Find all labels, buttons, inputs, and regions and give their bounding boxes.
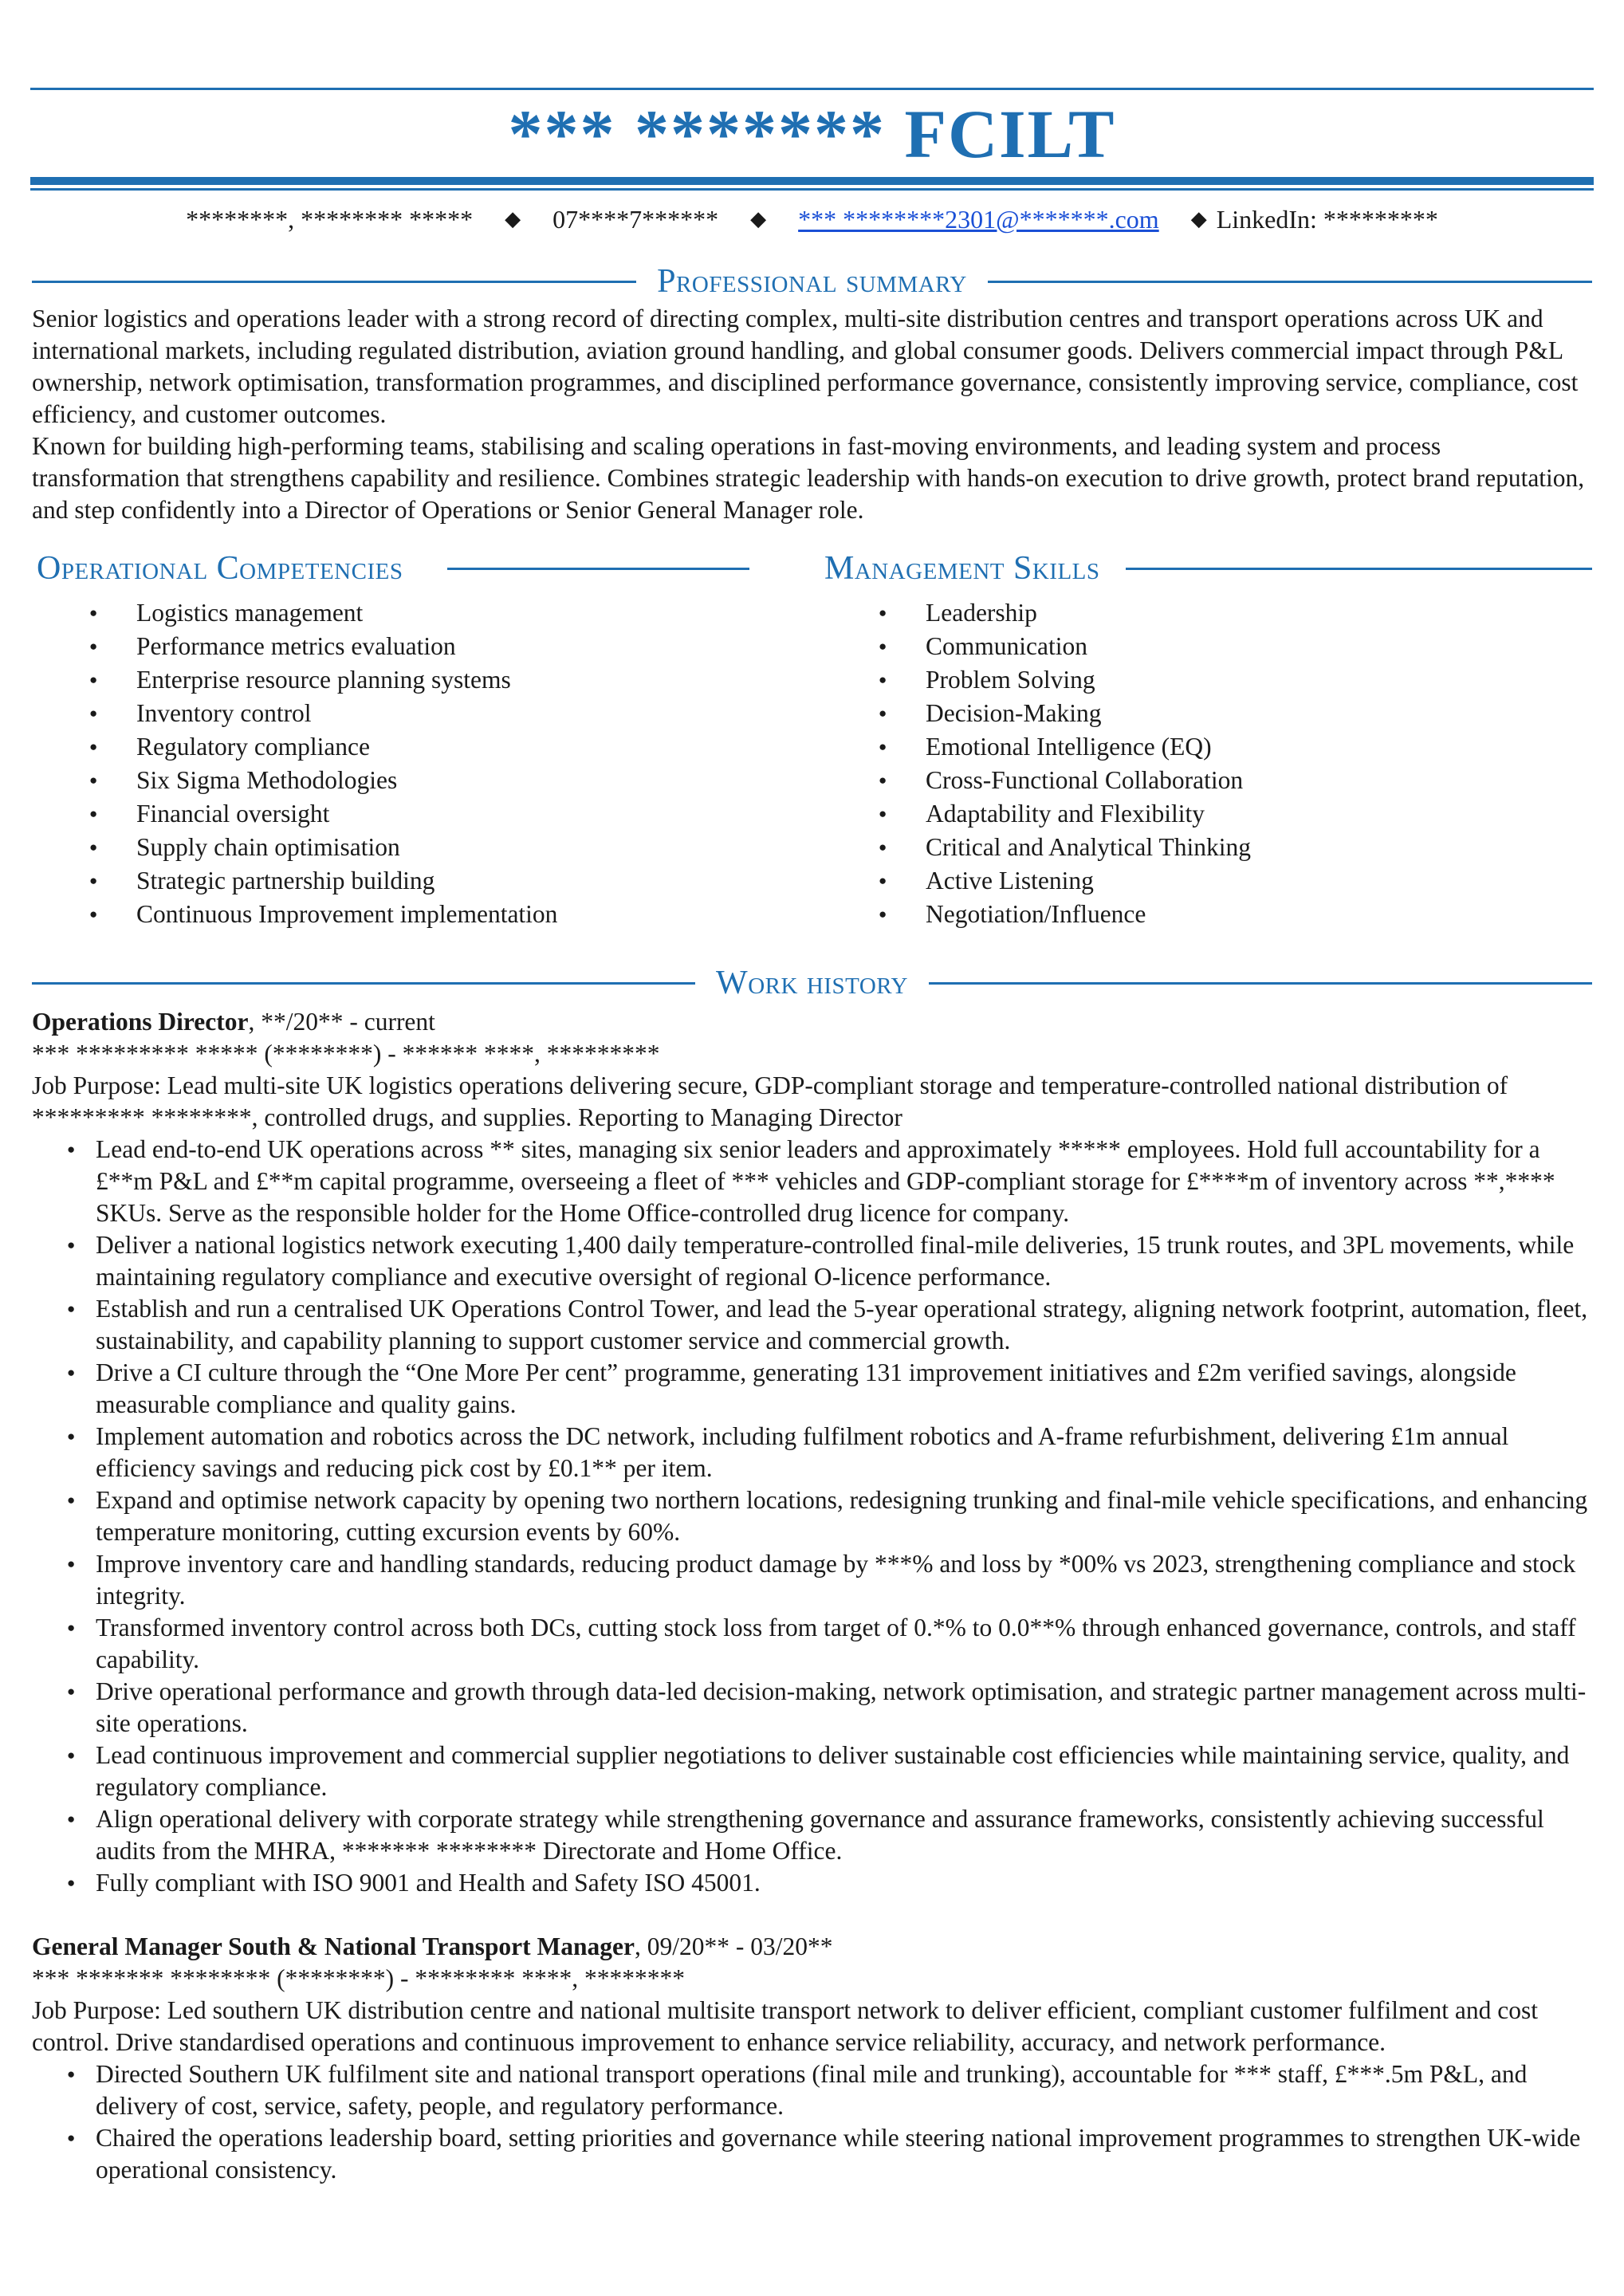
summary-heading: Professional summary bbox=[657, 263, 967, 300]
job-role: General Manager South & National Transport Manager bbox=[32, 1932, 635, 1960]
list-item: ● Problem Solving bbox=[821, 663, 1251, 697]
list-item: ● Communication bbox=[821, 630, 1251, 663]
list-item: ● Transformed inventory control across both DCs, cutting stock loss from target of 0.*% to 0.0**% through enhanced governance, controls, and staff capability. bbox=[32, 1612, 1592, 1676]
summary-heading-row bbox=[32, 261, 1592, 301]
list-item: ● Regulatory compliance bbox=[32, 730, 557, 764]
job-title-line bbox=[32, 1006, 1592, 1038]
divider bbox=[1126, 568, 1592, 570]
competencies-list bbox=[32, 596, 557, 931]
job-dates: , **/20** - current bbox=[248, 1008, 435, 1036]
list-item: ● Leadership bbox=[821, 596, 1251, 630]
header-top-rule bbox=[30, 88, 1594, 90]
list-item: ● Cross-Functional Collaboration bbox=[821, 764, 1251, 797]
list-item: ● Inventory control bbox=[32, 697, 557, 730]
list-item: ● Continuous Improvement implementation bbox=[32, 898, 557, 931]
divider bbox=[929, 982, 1592, 985]
list-item: ● Implement automation and robotics across the DC network, including fulfilment robotics and A-frame refurbishment, delivering £1m annual efficiency savings and reducing pick cost by £0.1** per item. bbox=[32, 1421, 1592, 1484]
list-item: ● Logistics management bbox=[32, 596, 557, 630]
list-item: ● Decision-Making bbox=[821, 697, 1251, 730]
list-item: ● Lead end-to-end UK operations across ** sites, managing six senior leaders and approximately ***** employees. Hold full accountability for a £**m P&L and £**m capital programme, overseeing a fleet of *** vehicles and GDP-compliant storage for £****m of inventory across **,**** SKUs. Serve as the responsible holder for the Home Office-controlled drug licence for company. bbox=[32, 1134, 1592, 1229]
management-list bbox=[821, 596, 1251, 931]
job-bullets bbox=[32, 2058, 1592, 2186]
diamond-separator-icon: ◆ bbox=[505, 207, 521, 230]
header-thin-rule bbox=[30, 188, 1594, 191]
list-item: ● Directed Southern UK fulfilment site and national transport operations (final mile and trunking), accountable for *** staff, £***.5m P&L, and delivery of cost, service, safety, people, and regulatory performance. bbox=[32, 2058, 1592, 2122]
job-purpose: Job Purpose: Led southern UK distribution centre and national multisite transport network to deliver efficient, compliant customer fulfilment and cost control. Drive standardised operations and continuous improvement to enhance service reliability, accuracy, and network performance. bbox=[32, 1996, 1538, 2056]
header-thick-rule bbox=[30, 177, 1594, 185]
list-item: ● Performance metrics evaluation bbox=[32, 630, 557, 663]
list-item: ● Drive operational performance and growth through data-led decision-making, network optimisation, and strategic partner management across multi-site operations. bbox=[32, 1676, 1592, 1740]
list-item: ● Lead continuous improvement and commercial supplier negotiations to deliver sustainable cost efficiencies while maintaining service, quality, and regulatory compliance. bbox=[32, 1740, 1592, 1803]
work-heading: Work history bbox=[716, 965, 908, 1001]
list-item: ● Chaired the operations leadership board, setting priorities and governance while steering national improvement programmes to strengthen UK-wide operational consistency. bbox=[32, 2122, 1592, 2186]
job-bullets bbox=[32, 1134, 1592, 1899]
divider bbox=[32, 982, 695, 985]
list-item: ● Strategic partnership building bbox=[32, 864, 557, 898]
job-entry bbox=[32, 1931, 1592, 2186]
linkedin: LinkedIn: ********* bbox=[1216, 205, 1438, 234]
list-item: ● Six Sigma Methodologies bbox=[32, 764, 557, 797]
work-heading-row bbox=[32, 963, 1592, 1003]
phone: 07****7****** bbox=[552, 205, 719, 234]
diamond-separator-icon: ◆ bbox=[750, 207, 767, 230]
list-item: ● Establish and run a centralised UK Operations Control Tower, and lead the 5-year operational strategy, aligning network footprint, automation, fleet, sustainability, and capability planning to support customer service and commercial growth. bbox=[32, 1293, 1592, 1357]
management-heading: Management Skills bbox=[824, 550, 1100, 587]
list-item: ● Expand and optimise network capacity by opening two northern locations, redesigning trunking and final-mile vehicle specifications, and enhancing temperature monitoring, cutting excursion events by 60%. bbox=[32, 1484, 1592, 1548]
divider bbox=[447, 568, 749, 570]
competencies-heading-row bbox=[18, 548, 749, 588]
list-item: ● Financial oversight bbox=[32, 797, 557, 831]
job-company: *** ********* ***** (********) - ****** ****, ********* bbox=[32, 1040, 660, 1067]
email-link[interactable]: *** ********2301@*******.com bbox=[798, 205, 1159, 234]
job-purpose: Job Purpose: Lead multi-site UK logistics operations delivering secure, GDP-compliant storage and temperature-controlled national distribution of ********* ********, controlled drugs, and supplies. Reporting to Managing Director bbox=[32, 1071, 1508, 1131]
job-role: Operations Director bbox=[32, 1008, 249, 1036]
list-item: ● Improve inventory care and handling standards, reducing product damage by ***% and loss by *00% vs 2023, strengthening compliance and stock integrity. bbox=[32, 1548, 1592, 1612]
list-item: ● Align operational delivery with corporate strategy while strengthening governance and assurance frameworks, consistently achieving successful audits from the MHRA, ******* ******** Directorate and Home Office. bbox=[32, 1803, 1592, 1867]
list-item: ● Enterprise resource planning systems bbox=[32, 663, 557, 697]
list-item: ● Negotiation/Influence bbox=[821, 898, 1251, 931]
list-item: ● Adaptability and Flexibility bbox=[821, 797, 1251, 831]
summary-paragraph-1: Senior logistics and operations leader with a strong record of directing complex, multi-site distribution centres and transport operations across UK and international markets, including regulated distribution, aviation ground handling, and global consumer goods. Delivers commercial impact through P&L ownership, network optimisation, transformation programmes, and disciplined performance governance, consistently improving service, compliance, cost efficiency, and customer outcomes. bbox=[32, 305, 1579, 428]
contact-line bbox=[0, 199, 1624, 239]
list-item: ● Critical and Analytical Thinking bbox=[821, 831, 1251, 864]
list-item: ● Active Listening bbox=[821, 864, 1251, 898]
linkedin-group bbox=[1191, 199, 1438, 239]
competencies-heading: Operational Competencies bbox=[37, 550, 403, 587]
diamond-separator-icon: ◆ bbox=[1190, 207, 1207, 230]
list-item: ● Fully compliant with ISO 9001 and Health and Safety ISO 45001. bbox=[32, 1867, 1592, 1899]
job-company: *** ******* ******** (********) - ******** ****, ******** bbox=[32, 1964, 685, 1992]
list-item: ● Supply chain optimisation bbox=[32, 831, 557, 864]
list-item: ● Drive a CI culture through the “One More Per cent” programme, generating 131 improvement initiatives and £2m verified savings, alongside measurable compliance and quality gains. bbox=[32, 1357, 1592, 1421]
location: ********, ******** ***** bbox=[186, 205, 474, 234]
candidate-name: *** ******* FCILT bbox=[508, 96, 1116, 172]
management-heading-row bbox=[805, 548, 1592, 588]
job-dates: , 09/20** - 03/20** bbox=[634, 1932, 833, 1960]
list-item: ● Deliver a national logistics network executing 1,400 daily temperature-controlled final-mile deliveries, 15 trunk routes, and 3PL movements, while maintaining regulatory compliance and executive oversight of regional O-licence performance. bbox=[32, 1229, 1592, 1293]
list-item: ● Emotional Intelligence (EQ) bbox=[821, 730, 1251, 764]
job-entry bbox=[32, 1006, 1592, 1899]
divider bbox=[32, 281, 636, 283]
job-title-line bbox=[32, 1931, 1592, 1963]
summary-paragraph-2: Known for building high-performing teams, stabilising and scaling operations in fast-moving environments, and leading system and process transformation that strengthens capability and resilience. Combines strategic leadership with hands-on execution to drive growth, protect brand reputation, and step confidently into a Director of Operations or Senior General Manager role. bbox=[32, 432, 1585, 524]
divider bbox=[988, 281, 1592, 283]
